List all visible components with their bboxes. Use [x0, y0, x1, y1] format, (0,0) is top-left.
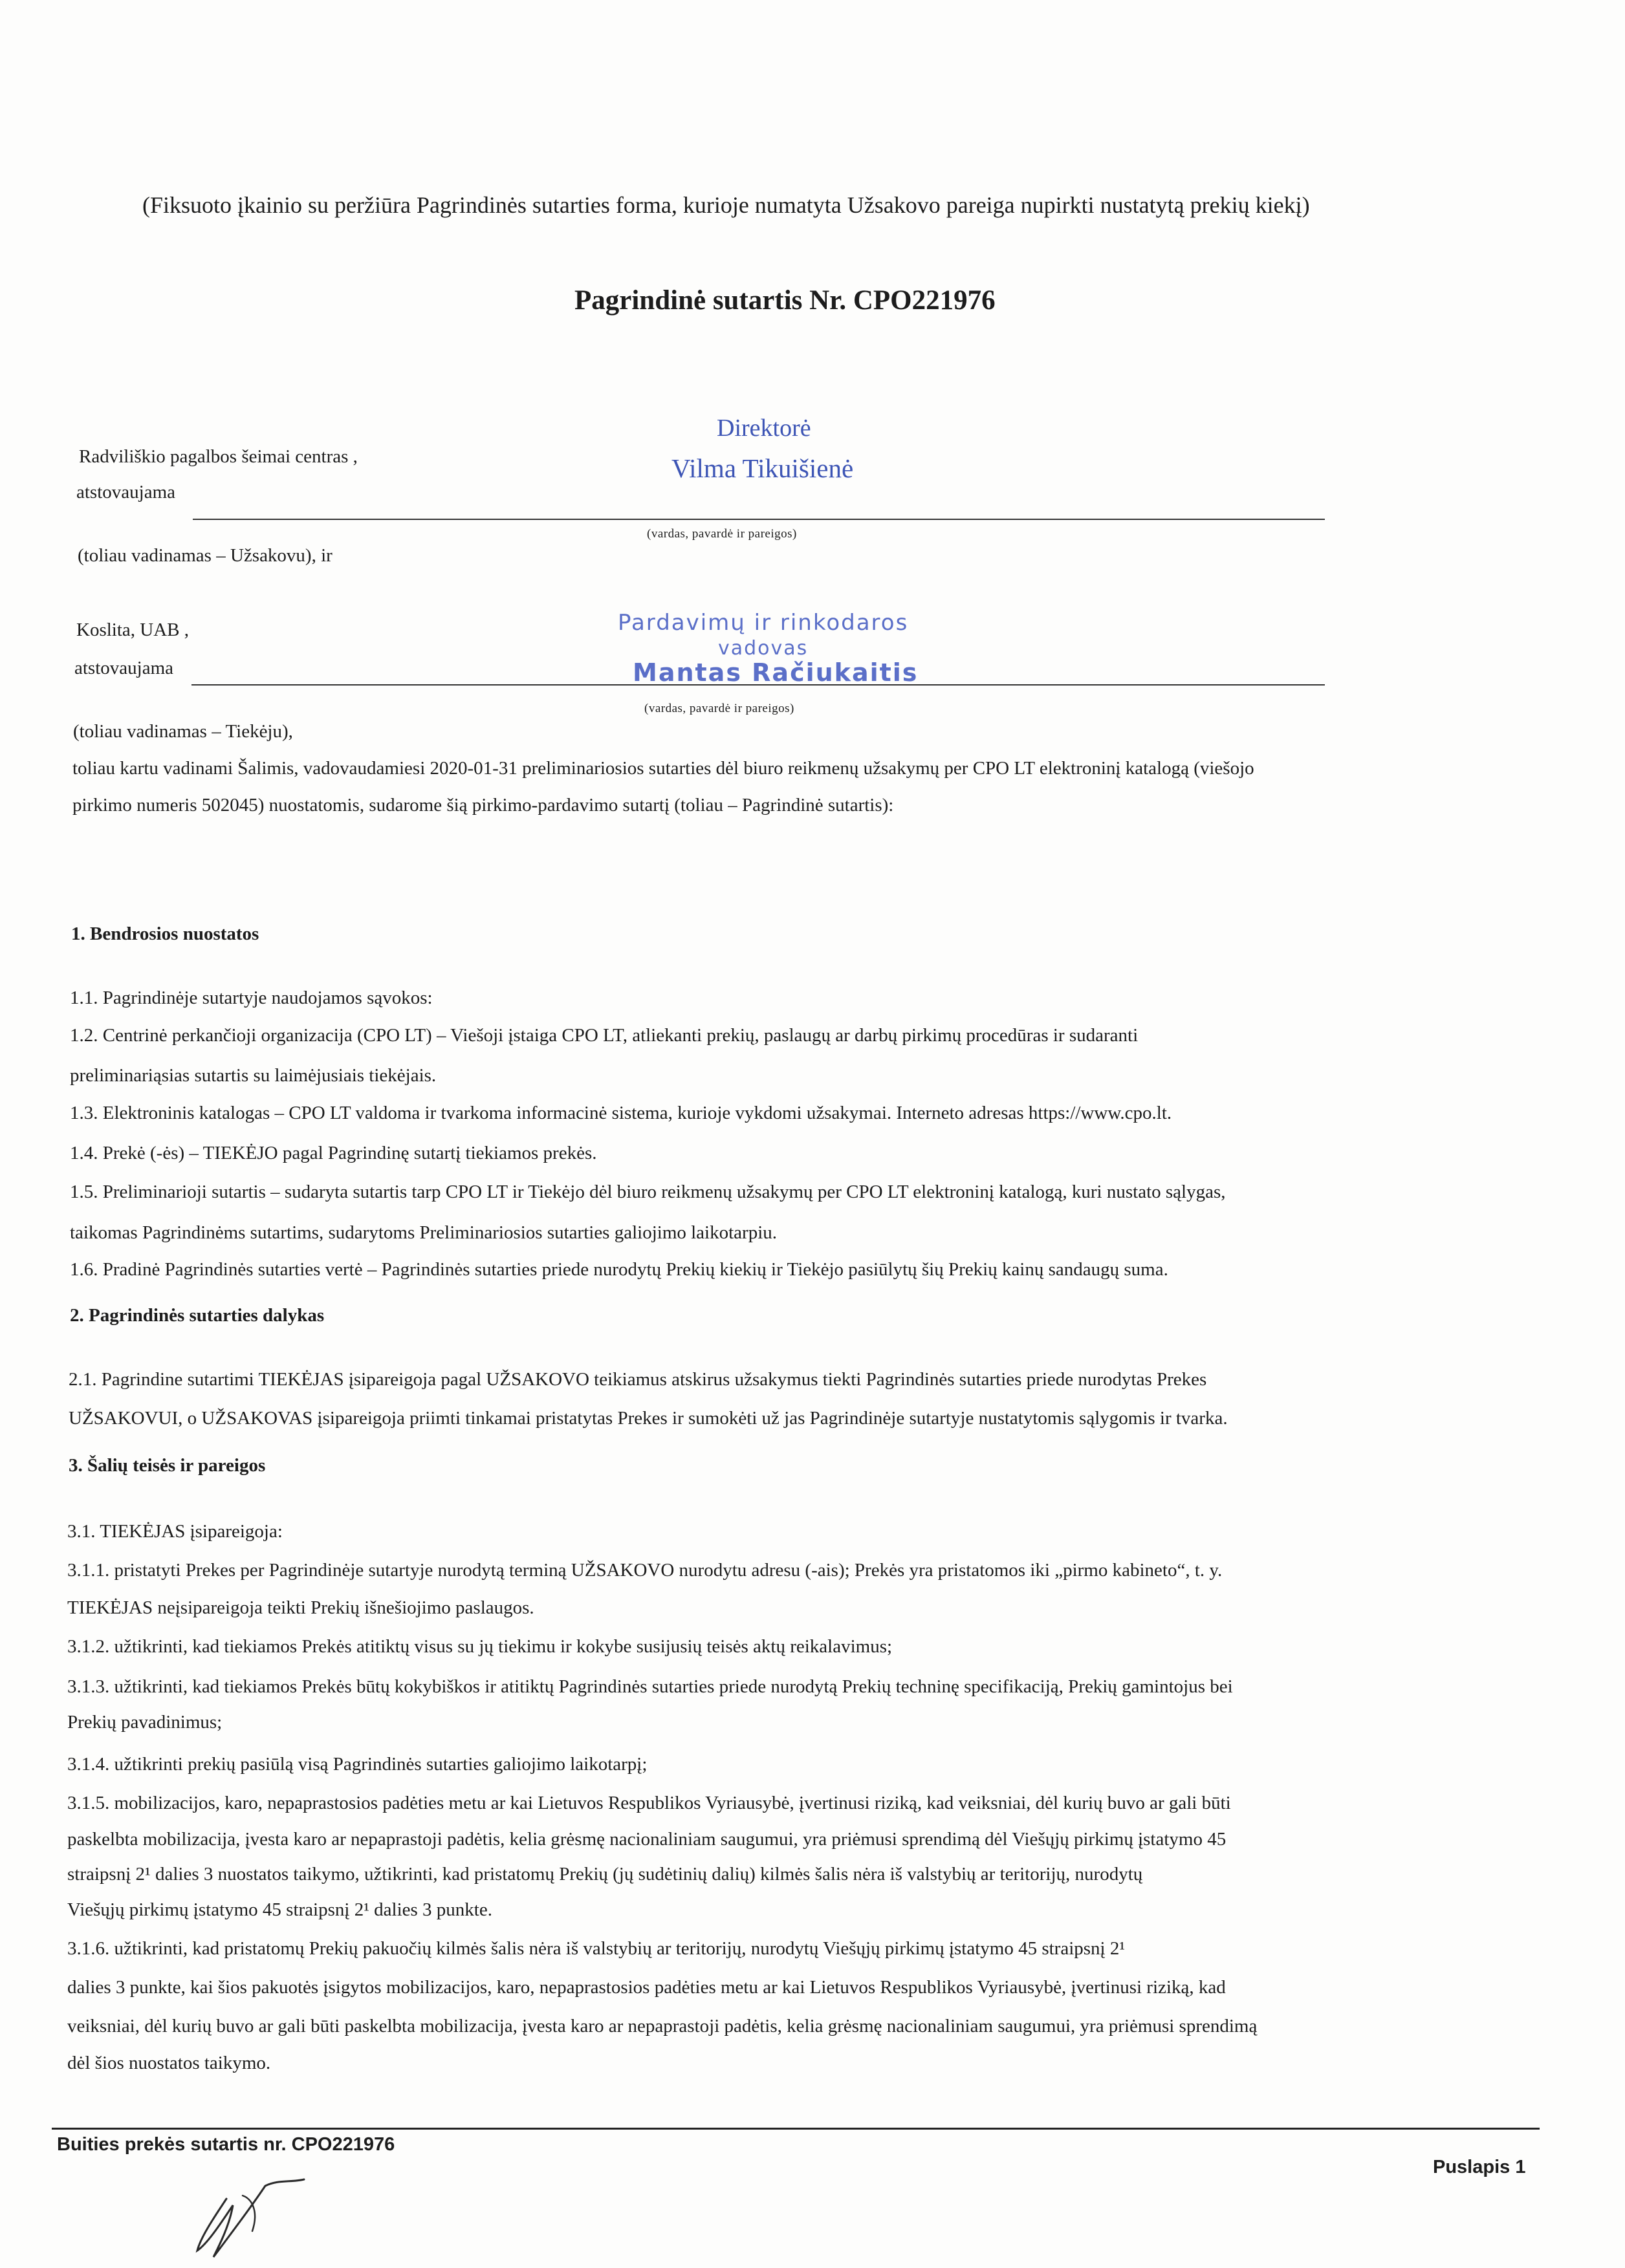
section-3-line: Prekių pavadinimus; — [67, 1712, 223, 1733]
footer-contract-label: Buities prekės sutartis nr. CPO221976 — [57, 2134, 395, 2155]
supplier-hereinafter: (toliau vadinamas – Tiekėju), — [73, 721, 293, 742]
section-3-line: 3.1.5. mobilizacijos, karo, nepaprastosios padėties metu ar kai Lietuvos Respublikos Vyriausybė, įvertinusi riziką, kad veiksniai, dėl kurių buvo ar gali būti — [67, 1793, 1231, 1813]
signature-initials — [181, 2160, 336, 2263]
section-1-line: 1.1. Pagrindinėje sutartyje naudojamos sąvokos: — [70, 988, 433, 1008]
supplier-rep-caption: (vardas, pavardė ir pareigos) — [644, 702, 794, 715]
section-3-line: dėl šios nuostatos taikymo. — [67, 2053, 271, 2073]
section-1-line: 1.3. Elektroninis katalogas – CPO LT valdoma ir tvarkoma informacinė sistema, kurioje vykdomi užsakymai. Interneto adresas https://www.cpo.lt. — [70, 1103, 1172, 1123]
footer-page-number: Puslapis 1 — [1433, 2157, 1526, 2177]
section-3-line: 3.1.6. užtikrinti, kad pristatomų Prekių pakuočių kilmės šalis nėra iš valstybių ar teritorijų, nurodytų Viešųjų pirkimų įstatymo 45 straipsnį 2¹ — [67, 1938, 1126, 1959]
buyer-rep-caption: (vardas, pavardė ir pareigos) — [647, 527, 797, 541]
section-1-line: 1.6. Pradinė Pagrindinės sutarties vertė – Pagrindinės sutarties priede nurodytų Prekių kiekių ir Tiekėjo pasiūlytų šių Prekių kainų sandaugų suma. — [70, 1259, 1168, 1280]
footer-rule — [52, 2128, 1540, 2130]
section-1-line: 1.4. Prekė (-ės) – TIEKĖJO pagal Pagrindinę sutartį tiekiamos prekės. — [70, 1143, 597, 1163]
section-3-heading: 3. Šalių teisės ir pareigos — [69, 1455, 266, 1476]
section-1-heading: 1. Bendrosios nuostatos — [71, 923, 259, 944]
section-3-line: veiksniai, dėl kurių buvo ar gali būti paskelbta mobilizacija, įvesta karo ar nepaprastoji padėtis, kelia grėsmę nacionaliniam saugumui, yra priėmusi sprendimą — [67, 2016, 1258, 2036]
supplier-represented-label: atstovaujama — [74, 658, 174, 678]
section-3-line: 3.1.3. užtikrinti, kad tiekiamos Prekės būtų kokybiškos ir atitiktų Pagrindinės sutarties priede nurodytą Prekių techninę specifikaciją, Prekių gamintojus bei — [67, 1676, 1233, 1697]
supplier-rep-title-line1: Pardavimų ir rinkodaros — [618, 610, 909, 636]
buyer-hereinafter: (toliau vadinamas – Užsakovu), ir — [78, 545, 333, 566]
buyer-name: Radviliškio pagalbos šeimai centras , — [79, 446, 358, 467]
intro-line-1: toliau kartu vadinami Šalimis, vadovaudamiesi 2020-01-31 preliminariosios sutarties dėl biuro reikmenų užsakymų per CPO LT elektroninį katalogą (viešojo — [72, 758, 1254, 779]
section-3-line: 3.1.2. užtikrinti, kad tiekiamos Prekės atitiktų visus su jų tiekimu ir kokybe susijusių teisės aktų reikalavimus; — [67, 1636, 893, 1657]
section-3-line: straipsnį 2¹ dalies 3 nuostatos taikymo, užtikrinti, kad pristatomų Prekių (jų sudėtinių dalių) kilmės šalis nėra iš valstybių ar teritorijų, nurodytų — [67, 1864, 1143, 1885]
section-1-line: preliminariąsias sutartis su laimėjusiais tiekėjais. — [70, 1065, 437, 1086]
buyer-represented-label: atstovaujama — [76, 482, 176, 502]
section-2-heading: 2. Pagrindinės sutarties dalykas — [70, 1305, 325, 1326]
section-3-line: 3.1.1. pristatyti Prekes per Pagrindinėje sutartyje nurodytą terminą UŽSAKOVO nurodytu adresu (-ais); Prekės yra pristatomos iki „pirmo kabineto“, t. y. — [67, 1560, 1223, 1581]
section-3-line: 3.1.4. užtikrinti prekių pasiūlą visą Pagrindinės sutarties galiojimo laikotarpį; — [67, 1754, 648, 1775]
section-2-line: UŽSAKOVUI, o UŽSAKOVAS įsipareigoja priimti tinkamai pristatytas Prekes ir sumokėti už jas Pagrindinėje sutartyje nustatytomis sąlygomis ir tvarka. — [69, 1408, 1228, 1429]
section-3-line: paskelbta mobilizacija, įvesta karo ar nepaprastoji padėtis, kelia grėsmę nacionaliniam saugumui, yra priėmusi sprendimą dėl Viešųjų pirkimų įstatymo 45 — [67, 1829, 1227, 1850]
section-3-line: dalies 3 punkte, kai šios pakuotės įsigytos mobilizacijos, karo, nepaprastosios padėties metu ar kai Lietuvos Respublikos Vyriausybė, įvertinusi riziką, kad — [67, 1977, 1226, 1998]
document-title: Pagrindinė sutartis Nr. CPO221976 — [574, 285, 996, 316]
buyer-rep-title: Direktorė — [717, 415, 811, 442]
document-subtitle: (Fiksuoto įkainio su peržiūra Pagrindinės sutarties forma, kurioje numatyta Užsakovo pareiga nupirkti nustatytą prekių kiekį) — [142, 192, 1310, 218]
intro-line-2: pirkimo numeris 502045) nuostatomis, sudarome šią pirkimo-pardavimo sutartį (toliau – Pagrindinė sutartis): — [72, 795, 894, 815]
section-1-line: 1.2. Centrinė perkančioji organizacija (CPO LT) – Viešoji įstaiga CPO LT, atliekanti prekių, paslaugų ar darbų pirkimų procedūras ir sudaranti — [70, 1025, 1139, 1046]
supplier-rep-title-line2: vadovas — [718, 637, 809, 660]
buyer-rep-name: Vilma Tikuišienė — [671, 453, 854, 483]
buyer-signature-line — [193, 519, 1325, 520]
supplier-rep-name: Mantas Račiukaitis — [633, 658, 919, 687]
section-1-line: 1.5. Preliminarioji sutartis – sudaryta sutartis tarp CPO LT ir Tiekėjo dėl biuro reikmenų užsakymų per CPO LT elektroninį katalogą, kuri nustato sąlygas, — [70, 1182, 1226, 1202]
section-3-line: Viešųjų pirkimų įstatymo 45 straipsnį 2¹ dalies 3 punkte. — [67, 1899, 492, 1920]
section-1-line: taikomas Pagrindinėms sutartims, sudarytoms Preliminariosios sutarties galiojimo laikotarpiu. — [70, 1222, 778, 1243]
section-3-line: 3.1. TIEKĖJAS įsipareigoja: — [67, 1521, 283, 1542]
section-3-line: TIEKĖJAS neįsipareigoja teikti Prekių išnešiojimo paslaugos. — [67, 1597, 534, 1618]
section-2-line: 2.1. Pagrindine sutartimi TIEKĖJAS įsipareigoja pagal UŽSAKOVO teikiamus atskirus užsakymus tiekti Pagrindinės sutarties priede nurodytas Prekes — [69, 1369, 1207, 1390]
supplier-name: Koslita, UAB , — [76, 620, 189, 640]
